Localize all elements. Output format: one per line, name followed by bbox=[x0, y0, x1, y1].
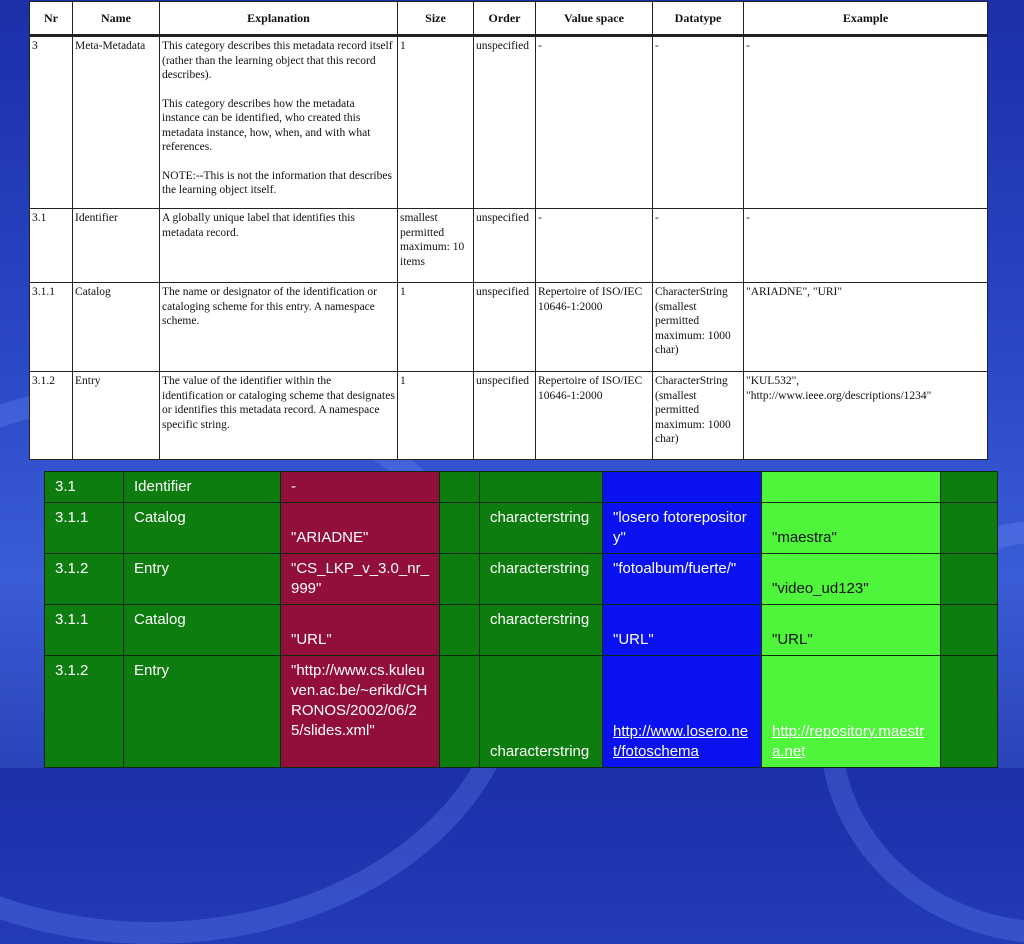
table-row bbox=[45, 656, 998, 768]
mapping-cell-blank bbox=[440, 472, 480, 503]
mapping-cell-losero: "fotoalbum/fuerte/" bbox=[603, 554, 762, 605]
mapping-cell-blank bbox=[941, 554, 998, 605]
spec-cell-datatype: - bbox=[653, 36, 744, 209]
mapping-cell-blank bbox=[941, 656, 998, 768]
spec-header-name: Name bbox=[73, 2, 160, 36]
spec-cell-example: - bbox=[744, 36, 988, 209]
mapping-cell-ariadne: "ARIADNE" bbox=[281, 503, 440, 554]
mapping-cell-blank bbox=[440, 554, 480, 605]
table-row bbox=[30, 283, 988, 372]
spec-cell-example: - bbox=[744, 209, 988, 283]
table-row bbox=[45, 605, 998, 656]
mapping-cell-datatype bbox=[480, 472, 603, 503]
spec-cell-value-space: Repertoire of ISO/IEC 10646-1:2000 bbox=[536, 283, 653, 372]
mapping-cell-blank bbox=[440, 503, 480, 554]
spec-cell-explanation bbox=[160, 283, 398, 372]
spec-cell-size: 1 bbox=[398, 283, 474, 372]
spec-cell-example: "ARIADNE", "URI" bbox=[744, 283, 988, 372]
mapping-cell-datatype: characterstring bbox=[480, 554, 603, 605]
mapping-cell-maestra: "video_ud123" bbox=[762, 554, 941, 605]
mapping-cell-losero bbox=[603, 472, 762, 503]
spec-header-example: Example bbox=[744, 2, 988, 36]
spec-table bbox=[29, 1, 988, 460]
spec-cell-explanation bbox=[160, 209, 398, 283]
spec-cell-size: 1 bbox=[398, 36, 474, 209]
spec-header-explanation: Explanation bbox=[160, 2, 398, 36]
mapping-cell-blank bbox=[440, 656, 480, 768]
mapping-cell-losero bbox=[603, 656, 762, 768]
spec-header-datatype: Datatype bbox=[653, 2, 744, 36]
spec-header-nr: Nr bbox=[30, 2, 73, 36]
mapping-cell-maestra bbox=[762, 656, 941, 768]
spec-cell-order: unspecified bbox=[474, 209, 536, 283]
mapping-cell-nr: 3.1.1 bbox=[45, 503, 124, 554]
spec-cell-datatype: CharacterString (smallest permitted maximum: 1000 char) bbox=[653, 372, 744, 460]
spec-cell-nr: 3.1.1 bbox=[30, 283, 73, 372]
mapping-cell-maestra: "maestra" bbox=[762, 503, 941, 554]
spec-cell-nr: 3.1.2 bbox=[30, 372, 73, 460]
spec-cell-size: 1 bbox=[398, 372, 474, 460]
spec-header-row bbox=[30, 2, 988, 36]
mapping-cell-nr: 3.1.2 bbox=[45, 554, 124, 605]
mapping-cell-blank bbox=[440, 605, 480, 656]
table-row bbox=[30, 36, 988, 209]
spec-explanation-paragraph: A globally unique label that identifies this metadata record. bbox=[162, 212, 355, 239]
spec-cell-name: Catalog bbox=[73, 283, 160, 372]
table-row bbox=[45, 554, 998, 605]
mapping-table bbox=[44, 471, 998, 768]
spec-explanation-paragraph: NOTE:--This is not the information that describes the learning object itself. bbox=[162, 169, 392, 196]
spec-explanation-paragraph: This category describes this metadata record itself (rather than the learning object that this record describes). bbox=[162, 40, 393, 81]
mapping-cell-nr: 3.1.1 bbox=[45, 605, 124, 656]
mapping-cell-name: Catalog bbox=[124, 503, 281, 554]
spec-cell-nr: 3 bbox=[30, 36, 73, 209]
table-row bbox=[45, 503, 998, 554]
mapping-cell-maestra bbox=[762, 472, 941, 503]
mapping-cell-ariadne: - bbox=[281, 472, 440, 503]
mapping-cell-blank bbox=[941, 605, 998, 656]
spec-header-order: Order bbox=[474, 2, 536, 36]
mapping-cell-losero: "losero fotorepository" bbox=[603, 503, 762, 554]
mapping-cell-name: Entry bbox=[124, 554, 281, 605]
spec-cell-example: "KUL532", "http://www.ieee.org/descriptions/1234" bbox=[744, 372, 988, 460]
mapping-cell-losero: "URL" bbox=[603, 605, 762, 656]
mapping-cell-ariadne: "http://www.cs.kuleuven.ac.be/~erikd/CHRONOS/2002/06/25/slides.xml" bbox=[281, 656, 440, 768]
spec-explanation-paragraph: This category describes how the metadata instance can be identified, who created this metadata instance, how, when, and with what references. bbox=[162, 97, 371, 153]
spec-cell-order: unspecified bbox=[474, 372, 536, 460]
mapping-cell-maestra: "URL" bbox=[762, 605, 941, 656]
spec-cell-value-space: - bbox=[536, 36, 653, 209]
table-row bbox=[30, 209, 988, 283]
maestra-repository-link[interactable]: http://repository.maestra.net bbox=[772, 723, 925, 760]
spec-cell-value-space: Repertoire of ISO/IEC 10646-1:2000 bbox=[536, 372, 653, 460]
spec-cell-explanation bbox=[160, 372, 398, 460]
mapping-cell-ariadne: "URL" bbox=[281, 605, 440, 656]
spec-explanation-paragraph: The value of the identifier within the identification or cataloging scheme that designates or identifies this metadata record. A namespace specific string. bbox=[162, 375, 395, 431]
spec-cell-order: unspecified bbox=[474, 36, 536, 209]
mapping-cell-name: Entry bbox=[124, 656, 281, 768]
mapping-cell-name: Catalog bbox=[124, 605, 281, 656]
spec-cell-size: smallest permitted maximum: 10 items bbox=[398, 209, 474, 283]
spec-cell-order: unspecified bbox=[474, 283, 536, 372]
mapping-cell-datatype: characterstring bbox=[480, 656, 603, 768]
mapping-cell-nr: 3.1.2 bbox=[45, 656, 124, 768]
spec-explanation-paragraph: The name or designator of the identification or cataloging scheme for this entry. A namespace scheme. bbox=[162, 286, 377, 327]
table-row bbox=[45, 472, 998, 503]
spec-header-value-space: Value space bbox=[536, 2, 653, 36]
spec-cell-datatype: - bbox=[653, 209, 744, 283]
spec-cell-name: Entry bbox=[73, 372, 160, 460]
mapping-cell-blank bbox=[941, 472, 998, 503]
table-row bbox=[30, 372, 988, 460]
spec-cell-datatype: CharacterString (smallest permitted maximum: 1000 char) bbox=[653, 283, 744, 372]
spec-cell-name: Meta-Metadata bbox=[73, 36, 160, 209]
spec-cell-name: Identifier bbox=[73, 209, 160, 283]
mapping-cell-blank bbox=[941, 503, 998, 554]
mapping-cell-ariadne: "CS_LKP_v_3.0_nr_999" bbox=[281, 554, 440, 605]
spec-cell-value-space: - bbox=[536, 209, 653, 283]
spec-header-size: Size bbox=[398, 2, 474, 36]
mapping-cell-nr: 3.1 bbox=[45, 472, 124, 503]
mapping-cell-name: Identifier bbox=[124, 472, 281, 503]
losero-schema-link[interactable]: http://www.losero.net/fotoschema bbox=[613, 723, 749, 760]
spec-cell-explanation bbox=[160, 36, 398, 209]
mapping-cell-datatype: characterstring bbox=[480, 503, 603, 554]
spec-cell-nr: 3.1 bbox=[30, 209, 73, 283]
mapping-cell-datatype: characterstring bbox=[480, 605, 603, 656]
